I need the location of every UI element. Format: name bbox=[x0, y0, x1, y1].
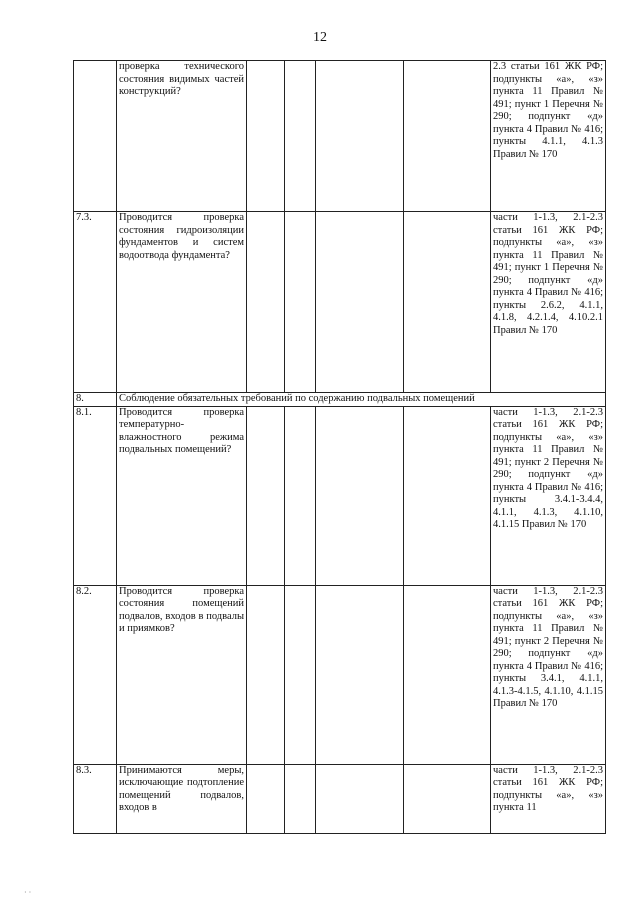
answer-cell-no bbox=[285, 764, 316, 833]
answer-cell-yes bbox=[247, 406, 285, 585]
answer-cell-note bbox=[404, 585, 491, 764]
question-cell: Проводится проверка состояния помещений подвалов, входов в подвалы и приямков? bbox=[117, 585, 247, 764]
answer-cell-note bbox=[404, 406, 491, 585]
answer-cell-note bbox=[404, 212, 491, 393]
answer-cell-na bbox=[316, 764, 404, 833]
answer-cell-no bbox=[285, 406, 316, 585]
question-cell: Проводится проверка температурно-влажностного режима подвальных помещений? bbox=[117, 406, 247, 585]
page-number: 12 bbox=[313, 30, 327, 45]
section-number: 8. bbox=[74, 393, 117, 407]
question-cell: проверка технического состояния видимых частей конструкций? bbox=[117, 61, 247, 212]
table-row bbox=[74, 61, 606, 212]
answer-cell-yes bbox=[247, 61, 285, 212]
section-row bbox=[74, 393, 606, 407]
answer-cell-na bbox=[316, 61, 404, 212]
row-number: 8.1. bbox=[74, 406, 117, 585]
answer-cell-no bbox=[285, 61, 316, 212]
question-cell: Принимаются меры, исключающие подтопление помещений подвалов, входов в bbox=[117, 764, 247, 833]
answer-cell-yes bbox=[247, 585, 285, 764]
scan-artifact: · · bbox=[24, 888, 32, 897]
row-number bbox=[74, 61, 117, 212]
answer-cell-yes bbox=[247, 212, 285, 393]
reference-cell: части 1-1.3, 2.1-2.3 статьи 161 ЖК РФ; подпункты «а», «з» пункта 11 Правил № 491; пункт 1 Перечня № 290; подпункт «д» пункта 4 Правил № 416; пункты 2.6.2, 4.1.1, 4.1.8, 4.2.1.4, 4.10.2.1 Правил № 170 bbox=[491, 212, 606, 393]
row-number: 8.3. bbox=[74, 764, 117, 833]
answer-cell-na bbox=[316, 585, 404, 764]
table-row bbox=[74, 764, 606, 833]
answer-cell-na bbox=[316, 406, 404, 585]
table-row bbox=[74, 585, 606, 764]
reference-cell: части 1-1.3, 2.1-2.3 статьи 161 ЖК РФ; подпункты «а», «з» пункта 11 Правил № 491; пункт 2 Перечня № 290; подпункт «д» пункта 4 Правил № 416; пункты 3.4.1, 4.1.1, 4.1.3-4.1.5, 4.1.10, 4.1.15 Правил № 170 bbox=[491, 585, 606, 764]
row-number: 7.3. bbox=[74, 212, 117, 393]
answer-cell-yes bbox=[247, 764, 285, 833]
reference-cell: части 1-1.3, 2.1-2.3 статьи 161 ЖК РФ; подпункты «а», «з» пункта 11 bbox=[491, 764, 606, 833]
reference-cell: 2.3 статьи 161 ЖК РФ; подпункты «а», «з» пункта 11 Правил № 491; пункт 1 Перечня № 290; подпункт «д» пункта 4 Правил № 416; пункты 4.1.1, 4.1.3 Правил № 170 bbox=[491, 61, 606, 212]
checklist-table bbox=[73, 60, 606, 834]
row-number: 8.2. bbox=[74, 585, 117, 764]
table-row bbox=[74, 406, 606, 585]
question-cell: Проводится проверка состояния гидроизоляции фундаментов и систем водоотвода фундамента? bbox=[117, 212, 247, 393]
table-row bbox=[74, 212, 606, 393]
answer-cell-note bbox=[404, 61, 491, 212]
answer-cell-no bbox=[285, 585, 316, 764]
answer-cell-note bbox=[404, 764, 491, 833]
section-title: Соблюдение обязательных требований по содержанию подвальных помещений bbox=[117, 393, 606, 407]
answer-cell-na bbox=[316, 212, 404, 393]
answer-cell-no bbox=[285, 212, 316, 393]
reference-cell: части 1-1.3, 2.1-2.3 статьи 161 ЖК РФ; подпункты «а», «з» пункта 11 Правил № 491; пункт 2 Перечня № 290; подпункт «д» пункта 4 Правил № 416; пункты 3.4.1-3.4.4, 4.1.1, 4.1.3, 4.1.10, 4.1.15 Правил № 170 bbox=[491, 406, 606, 585]
